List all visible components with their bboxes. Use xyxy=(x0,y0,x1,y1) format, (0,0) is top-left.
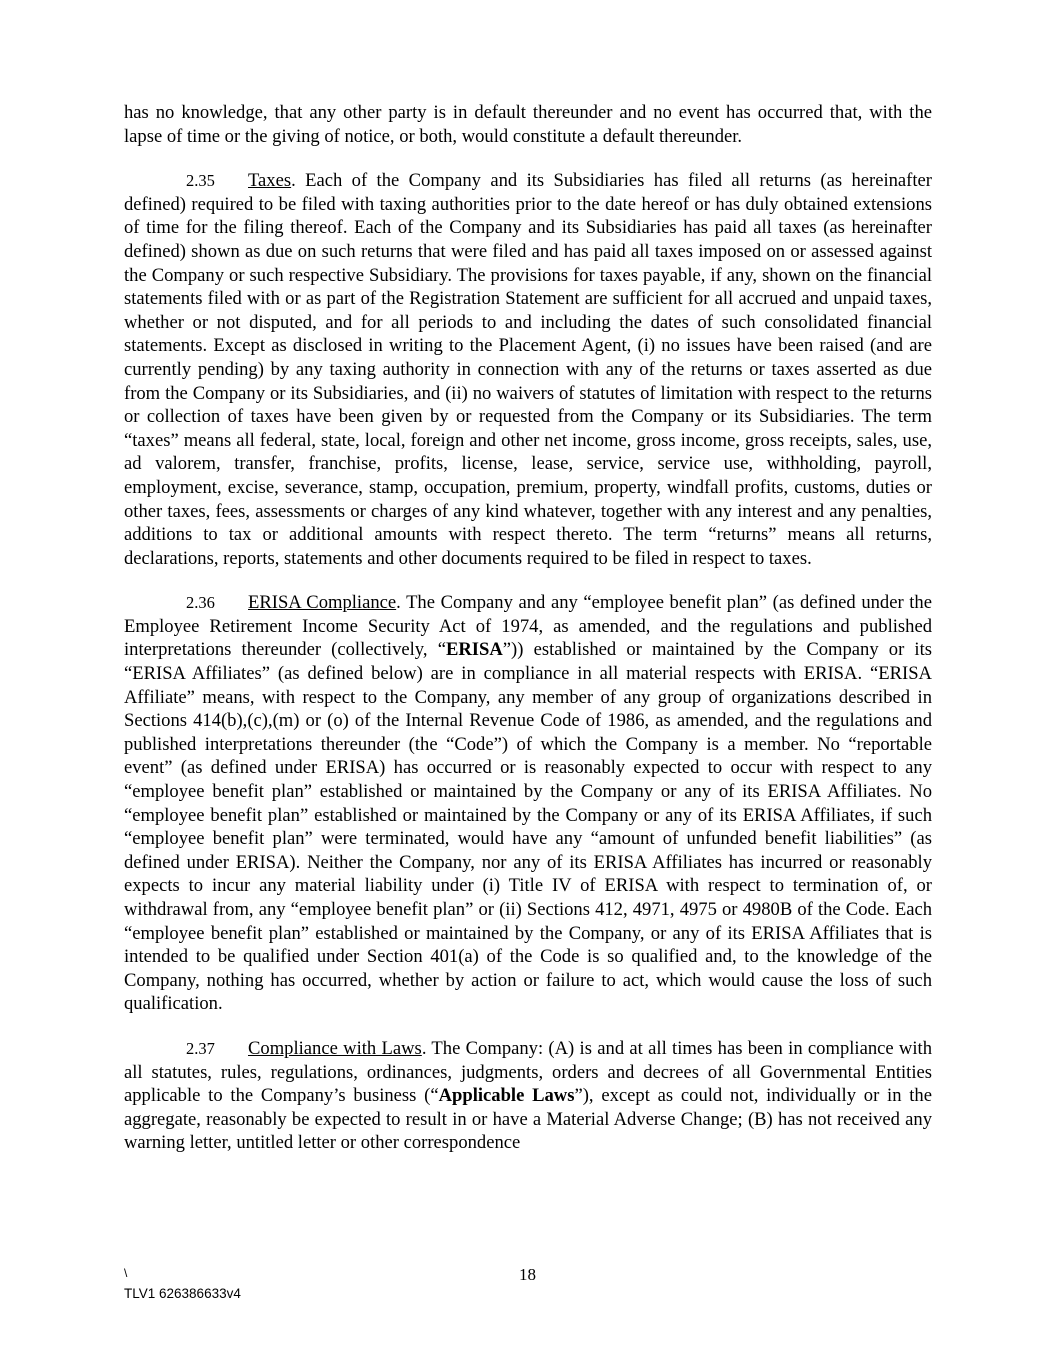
body-text xyxy=(124,101,932,1176)
defined-term: ERISA xyxy=(445,639,503,661)
section-2-37 xyxy=(124,1037,932,1155)
section-text: . Each of the Company and its Subsidiaries has filed all returns (as hereinafter defined) required to be filed with taxing authorities prior to the date hereof or has duly obtained extensions of time for the filing thereof. Each of the Company and its Subsidiaries has paid all taxes (as hereinafter defined) shown as due on such returns that were filed and has paid all taxes imposed on or assessed against the Company or such respective Subsidiary. The provisions for taxes payable, if any, shown on the financial statements filed with or as part of the Registration Statement are sufficient for all accrued and unpaid taxes, whether or not disputed, and for all periods to and including the dates of such consolidated financial statements. Except as disclosed in writing to the Placement Agent, (i) no issues have been raised (and are currently pending) by any taxing authority in connection with any of the returns or taxes asserted as due from the Company or its Subsidiaries, and (ii) no waivers of statutes of limitation with respect to the returns or collection of taxes have been given by or requested from the Company or its Subsidiaries. The term “taxes” means all federal, state, local, foreign and other net income, gross income, gross receipts, sales, use, ad valorem, transfer, franchise, profits, license, lease, service, service use, withholding, payroll, employment, excise, severance, stamp, occupation, premium, property, windfall profits, customs, duties or other taxes, fees, assessments or charges of any kind whatever, together with any interest and any penalties, additions to tax or additional amounts with respect thereto. The term “returns” means all returns, declarations, reports, statements and other documents required to be filed in respect to taxes. xyxy=(124,170,932,569)
section-heading: Compliance with Laws xyxy=(248,1037,422,1059)
section-2-36 xyxy=(124,591,932,1016)
section-heading: Taxes xyxy=(248,170,292,192)
defined-term: Applicable Laws xyxy=(438,1085,575,1107)
page-number: 18 xyxy=(519,1265,536,1284)
footer-mark: \ xyxy=(124,1266,128,1280)
section-text: . The Company and any “employee benefit plan” (as defined under the Employee Retirement Income Security Act of 1974, as amended, and the regulations and published interpretations thereunder (collectively, “ xyxy=(124,592,932,661)
continuation-paragraph: has no knowledge, that any other party is in default thereunder and no event has occurred that, with the lapse of time or the giving of notice, or both, would constitute a default thereunder. xyxy=(124,102,932,147)
section-heading: ERISA Compliance xyxy=(248,592,397,614)
section-number: 2.35 xyxy=(186,171,215,191)
section-text: . The Company: (A) is and at all times has been in compliance with all statutes, rules, regulations, ordinances, judgments, orders and decrees of all Governmental Entities applicable to the Company’s business (“ xyxy=(124,1037,932,1107)
section-text-continued: ”), except as could not, individually or in the aggregate, reasonably be expected to result in or have a Material Adverse Change; (B) has not received any warning letter, untitled letter or other correspondence xyxy=(124,1085,932,1154)
section-number: 2.37 xyxy=(186,1038,215,1058)
section-number: 2.36 xyxy=(186,593,215,613)
section-text-continued: ”)) established or maintained by the Company or its “ERISA Affiliates” (as defined below) are in compliance in all material respects with ERISA. “ERISA Affiliate” means, with respect to the Company, any member of any group of organizations described in Sections 414(b),(c),(m) or (o) of the Internal Revenue Code of 1986, as amended, and the regulations and published interpretations thereunder (the “Code”) of which the Company is a member. No “reportable event” (as defined under ERISA) has occurred or is reasonably expected to occur with respect to any “employee benefit plan” established or maintained by the Company or any of its ERISA Affiliates. No “employee benefit plan” established or maintained by the Company or any of its ERISA Affiliates, if such “employee benefit plan” were terminated, would have any “amount of unfunded benefit liabilities” (as defined under ERISA). Neither the Company, nor any of its ERISA Affiliates has incurred or reasonably expects to incur any material liability under (i) Title IV of ERISA with respect to termination of, or withdrawal from, any “employee benefit plan” or (ii) Sections 412, 4971, 4975 or 4980B of the Code. Each “employee benefit plan” established or maintained by the Company, or any of its ERISA Affiliates that is intended to be qualified under Section 401(a) of the Code is so qualified and, to the knowledge of the Company, nothing has occurred, whether by action or failure to act, which would cause the loss of such qualification. xyxy=(124,639,932,1015)
section-2-35 xyxy=(124,169,932,570)
document-id: TLV1 626386633v4 xyxy=(124,1286,241,1301)
